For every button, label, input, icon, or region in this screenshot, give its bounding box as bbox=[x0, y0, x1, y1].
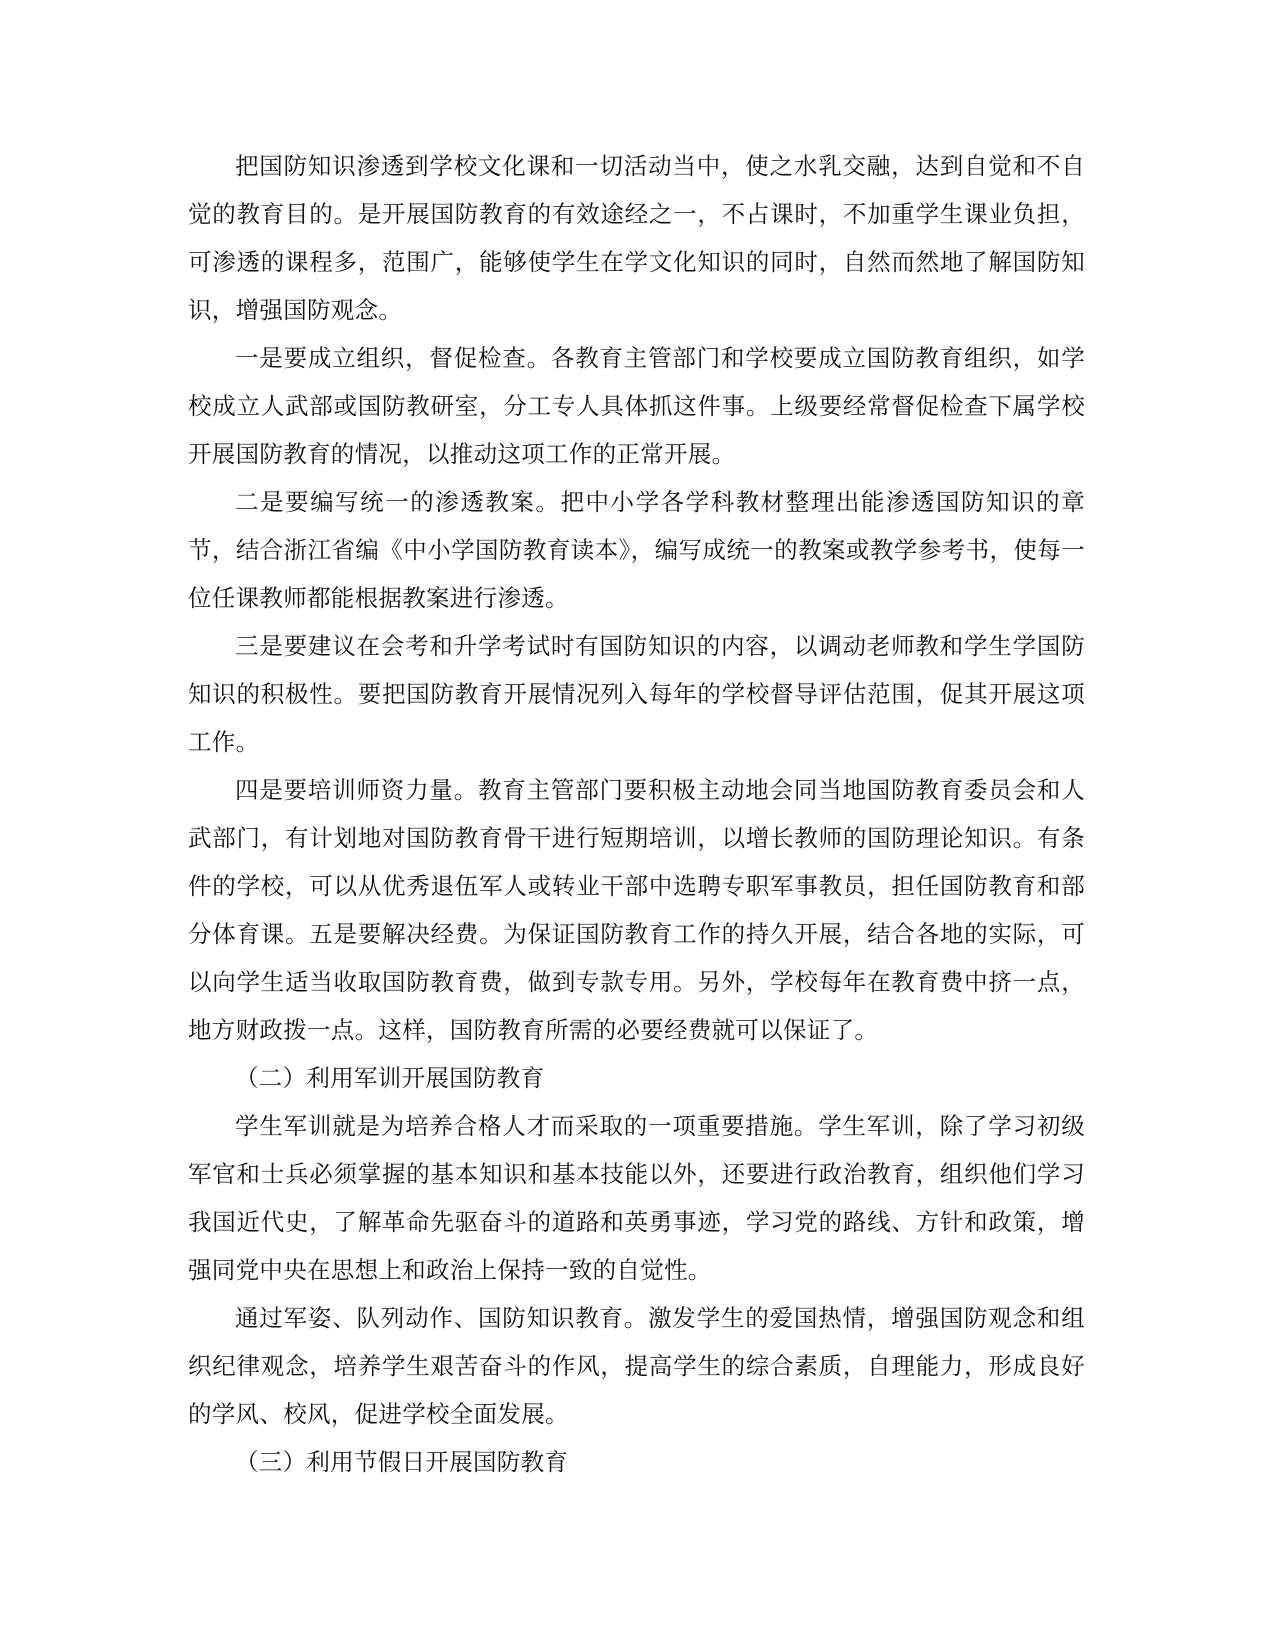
section-heading-holidays: （三）利用节假日开展国防教育 bbox=[235, 1448, 569, 1476]
document-body bbox=[188, 142, 1085, 1486]
section-heading-military-training: （二）利用军训开展国防教育 bbox=[235, 1064, 545, 1092]
paragraph-point-one: 一是要成立组织，督促检查。各教育主管部门和学校要成立国防教育组织，如学校成立人武部或国防教研室，分工专人具体抓这件事。上级要经常督促检查下属学校开展国防教育的情况，以推动这项工作的正常开展。 bbox=[188, 344, 1085, 468]
paragraph-point-two: 二是要编写统一的渗透教案。把中小学各学科教材整理出能渗透国防知识的章节，结合浙江省编《中小学国防教育读本》，编写成统一的教案或教学参考书，使每一位任课教师都能根据教案进行渗透。 bbox=[188, 488, 1085, 612]
paragraph-infiltration-intro: 把国防知识渗透到学校文化课和一切活动当中，使之水乳交融，达到自觉和不自觉的教育目的。是开展国防教育的有效途经之一，不占课时，不加重学生课业负担，可渗透的课程多，范围广，能够使学生在学文化知识的同时，自然而然地了解国防知识，增强国防观念。 bbox=[188, 152, 1085, 324]
paragraph-point-four-five: 四是要培训师资力量。教育主管部门要积极主动地会同当地国防教育委员会和人武部门，有计划地对国防教育骨干进行短期培训，以增长教师的国防理论知识。有条件的学校，可以从优秀退伍军人或转业干部中选聘专职军事教员，担任国防教育和部分体育课。五是要解决经费。为保证国防教育工作的持久开展，结合各地的实际，可以向学生适当收取国防教育费，做到专款专用。另外，学校每年在教育费中挤一点，地方财政拨一点。这样，国防教育所需的必要经费就可以保证了。 bbox=[188, 776, 1085, 1044]
paragraph-training-outcomes: 通过军姿、队列动作、国防知识教育。激发学生的爱国热情，增强国防观念和组织纪律观念，培养学生艰苦奋斗的作风，提高学生的综合素质，自理能力，形成良好的学风、校风，促进学校全面发展。 bbox=[188, 1304, 1085, 1428]
paragraph-military-training: 学生军训就是为培养合格人才而采取的一项重要措施。学生军训，除了学习初级军官和士兵必须掌握的基本知识和基本技能以外，还要进行政治教育，组织他们学习我国近代史，了解革命先驱奋斗的道路和英勇事迹，学习党的路线、方针和政策，增强同党中央在思想上和政治上保持一致的自觉性。 bbox=[188, 1112, 1085, 1284]
paragraph-point-three: 三是要建议在会考和升学考试时有国防知识的内容，以调动老师教和学生学国防知识的积极性。要把国防教育开展情况列入每年的学校督导评估范围，促其开展这项工作。 bbox=[188, 632, 1085, 756]
